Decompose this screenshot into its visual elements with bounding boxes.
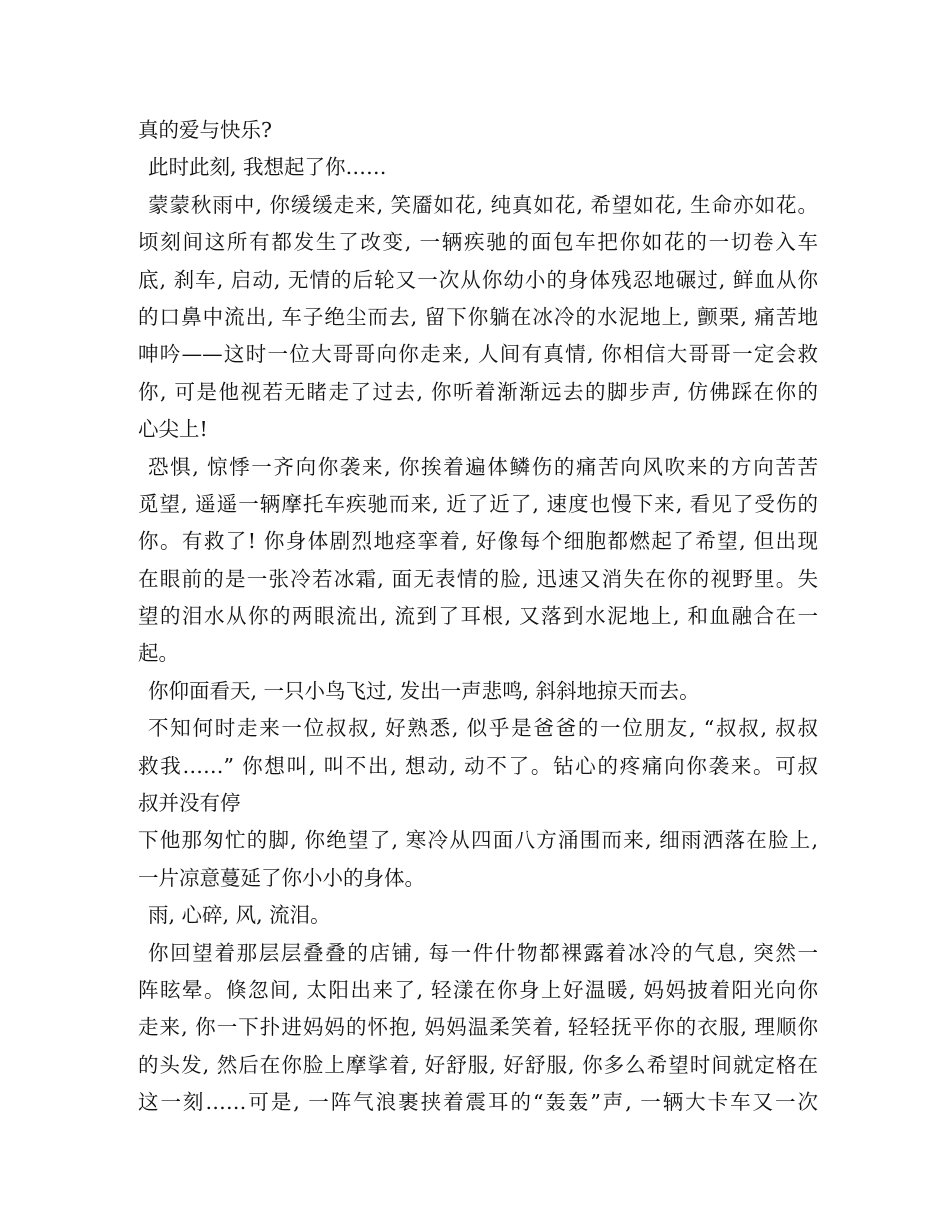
text-line: 不知何时走来一位叔叔, 好熟悉, 似乎是爸爸的一位朋友, “叔叔, 叔叔 <box>148 716 818 741</box>
text-line: 的口鼻中流出, 车子绝尘而去, 留下你躺在冰冷的水泥地上, 颤栗, 痛苦地 <box>138 304 818 329</box>
text-line: 呻吟——这时一位大哥哥向你走来, 人间有真情, 你相信大哥哥一定会救 <box>138 342 818 367</box>
text-line: 这一刻……可是, 一阵气浪裹挟着震耳的“轰轰”声, 一辆大卡车又一次 <box>138 1090 818 1115</box>
text-line: 望的泪水从你的两眼流出, 流到了耳根, 又落到水泥地上, 和血融合在一 <box>138 604 818 629</box>
text-line: 真的爱与快乐? <box>138 118 272 142</box>
text-line: 恐惧, 惊悸一齐向你袭来, 你挨着遍体鳞伤的痛苦向风吹来的方向苦苦 <box>148 454 818 479</box>
text-line: 你。有救了! 你身体剧烈地痉挛着, 好像每个细胞都燃起了希望, 但出现 <box>138 529 818 554</box>
text-line: 叔并没有停 <box>138 791 241 816</box>
text-line: 的头发, 然后在你脸上摩挲着, 好舒服, 好舒服, 你多么希望时间就定格在 <box>138 1052 818 1077</box>
text-line: 你, 可是他视若无睹走了过去, 你听着渐渐远去的脚步声, 仿佛踩在你的 <box>138 379 818 404</box>
text-line: 起。 <box>138 641 179 666</box>
text-line: 你回望着那层层叠叠的店铺, 每一件什物都裸露着冰冷的气息, 突然一 <box>148 940 818 965</box>
text-line: 顷刻间这所有都发生了改变, 一辆疾驰的面包车把你如花的一切卷入车 <box>138 230 818 255</box>
text-line: 心尖上! <box>138 417 208 442</box>
text-line: 此时此刻, 我想起了你…… <box>148 155 387 180</box>
text-line: 阵眩晕。倏忽间, 太阳出来了, 轻漾在你身上好温暖, 妈妈披着阳光向你 <box>138 977 818 1002</box>
text-line: 你仰面看天, 一只小鸟飞过, 发出一声悲鸣, 斜斜地掠天而去。 <box>148 678 700 703</box>
text-line: 底, 刹车, 启动, 无情的后轮又一次从你幼小的身体残忍地碾过, 鲜血从你 <box>138 267 818 292</box>
text-line: 在眼前的是一张冷若冰霜, 面无表情的脸, 迅速又消失在你的视野里。失 <box>138 566 818 591</box>
text-line: 走来, 你一下扑进妈妈的怀抱, 妈妈温柔笑着, 轻轻抚平你的衣服, 理顺你 <box>138 1015 818 1040</box>
text-line: 蒙蒙秋雨中, 你缓缓走来, 笑靥如花, 纯真如花, 希望如花, 生命亦如花。 <box>148 192 818 217</box>
text-line: 雨, 心碎, 风, 流泪。 <box>148 903 331 928</box>
text-line: 觅望, 遥遥一辆摩托车疾驰而来, 近了近了, 速度也慢下来, 看见了受伤的 <box>138 491 818 516</box>
text-line: 救我……” 你想叫, 叫不出, 想动, 动不了。钻心的疼痛向你袭来。可叔 <box>138 753 818 778</box>
body-text <box>138 112 818 1122</box>
text-line: 下他那匆忙的脚, 你绝望了, 寒冷从四面八方涌围而来, 细雨洒落在脸上, <box>138 828 818 853</box>
text-line: 一片凉意蔓延了你小小的身体。 <box>138 865 425 890</box>
